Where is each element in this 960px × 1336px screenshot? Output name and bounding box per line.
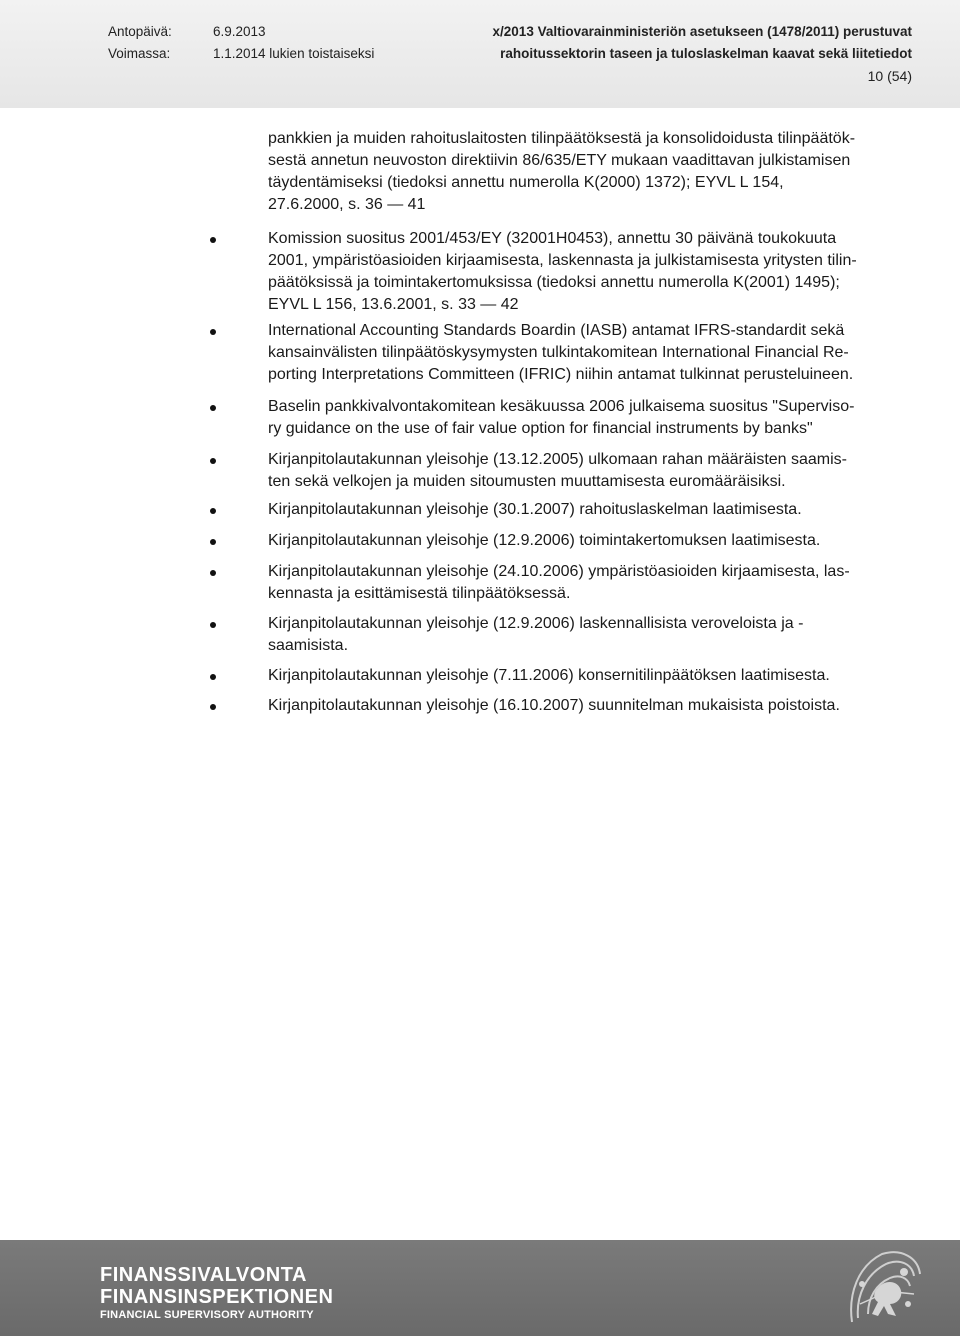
list-item <box>268 665 908 687</box>
list-item <box>268 530 908 552</box>
text-line: sestä annetun neuvoston direktiivin 86/635/ETY mukaan vaadittavan julkistamisen <box>268 152 851 169</box>
text-line: Kirjanpitolautakunnan yleisohje (13.12.2005) ulkomaan rahan määräisten saamis- <box>268 451 848 468</box>
intro-paragraph <box>268 128 908 216</box>
bullet-icon <box>210 704 216 710</box>
bullet-icon <box>210 458 216 464</box>
list-item <box>268 396 908 440</box>
text-line: Kirjanpitolautakunnan yleisohje (30.1.2007) rahoituslaskelman laatimisesta. <box>268 501 802 518</box>
list-item <box>268 561 908 605</box>
list-item <box>268 695 908 717</box>
text-line: ten sekä velkojen ja muiden sitoumusten muuttamisesta euromääräisiksi. <box>268 473 786 490</box>
bullet-icon <box>210 508 216 514</box>
brand-name-finnish: FINANSSIVALVONTA <box>100 1264 307 1286</box>
published-date: 6.9.2013 <box>213 24 266 39</box>
text-line: Kirjanpitolautakunnan yleisohje (12.9.2006) toimintakertomuksen laatimisesta. <box>268 532 821 549</box>
text-line: ry guidance on the use of fair value option for financial instruments by banks" <box>268 420 813 437</box>
text-line: Komission suositus 2001/453/EY (32001H0453), annettu 30 päivänä toukokuuta <box>268 230 837 247</box>
text-line: 27.6.2000, s. 36 — 41 <box>268 196 426 213</box>
list-item <box>268 499 908 521</box>
page-number: 10 (54) <box>867 68 912 84</box>
document-title-line-1: x/2013 Valtiovarainministeriön asetukseen (1478/2011) perustuvat <box>492 24 912 39</box>
text-line: pankkien ja muiden rahoituslaitosten tilinpäätöksestä ja konsolidoidusta tilinpäätök- <box>268 130 856 147</box>
text-line: International Accounting Standards Boardin (IASB) antamat IFRS-standardit sekä <box>268 322 845 339</box>
text-line: saamisista. <box>268 637 349 654</box>
text-line: Baselin pankkivalvontakomitean kesäkuussa 2006 julkaisema suositus "Superviso- <box>268 398 855 415</box>
text-line: Kirjanpitolautakunnan yleisohje (12.9.2006) laskennallisista veroveloista ja - <box>268 615 804 632</box>
document-title-line-2: rahoitussektorin taseen ja tuloslaskelman kaavat sekä liitetiedot <box>500 46 912 61</box>
bullet-icon <box>210 539 216 545</box>
brand-name-english: FINANCIAL SUPERVISORY AUTHORITY <box>100 1309 314 1321</box>
brand-name-swedish: FINANSINSPEKTIONEN <box>100 1286 334 1308</box>
text-line: Kirjanpitolautakunnan yleisohje (16.10.2007) suunnitelman mukaisista poistoista. <box>268 697 840 714</box>
list-item <box>268 613 908 657</box>
document-header <box>0 0 960 108</box>
text-line: Kirjanpitolautakunnan yleisohje (24.10.2006) ympäristöasioiden kirjaamisesta, las- <box>268 563 850 580</box>
text-line: Kirjanpitolautakunnan yleisohje (7.11.2006) konsernitilinpäätöksen laatimisesta. <box>268 667 830 684</box>
list-item <box>268 320 908 386</box>
text-line: kennasta ja esittämisestä tilinpäätöksessä. <box>268 585 571 602</box>
bullet-icon <box>210 622 216 628</box>
text-line: porting Interpretations Committeen (IFRIC) niihin antamat tulkinnat perusteluineen. <box>268 366 854 383</box>
bullet-icon <box>210 674 216 680</box>
text-line: 2001, ympäristöasioiden kirjaamisesta, laskennasta ja julkistamisesta yritysten tilin- <box>268 252 857 269</box>
published-label: Antopäivä: <box>108 24 172 39</box>
bullet-icon <box>210 570 216 576</box>
lion-emblem-icon <box>838 1244 926 1332</box>
document-footer <box>0 1240 960 1336</box>
valid-date: 1.1.2014 lukien toistaiseksi <box>213 46 375 61</box>
bullet-icon <box>210 237 216 243</box>
valid-label: Voimassa: <box>108 46 171 61</box>
bullet-icon <box>210 405 216 411</box>
list-item <box>268 449 908 493</box>
text-line: EYVL L 156, 13.6.2001, s. 33 — 42 <box>268 296 519 313</box>
text-line: täydentämiseksi (tiedoksi annettu numerolla K(2000) 1372); EYVL L 154, <box>268 174 784 191</box>
text-line: kansainvälisten tilinpäätöskysymysten tulkintakomitean International Financial Re- <box>268 344 849 361</box>
text-line: päätöksissä ja toimintakertomuksissa (tiedoksi annettu numerolla K(2001) 1495); <box>268 274 840 291</box>
list-item <box>268 228 908 316</box>
bullet-icon <box>210 329 216 335</box>
